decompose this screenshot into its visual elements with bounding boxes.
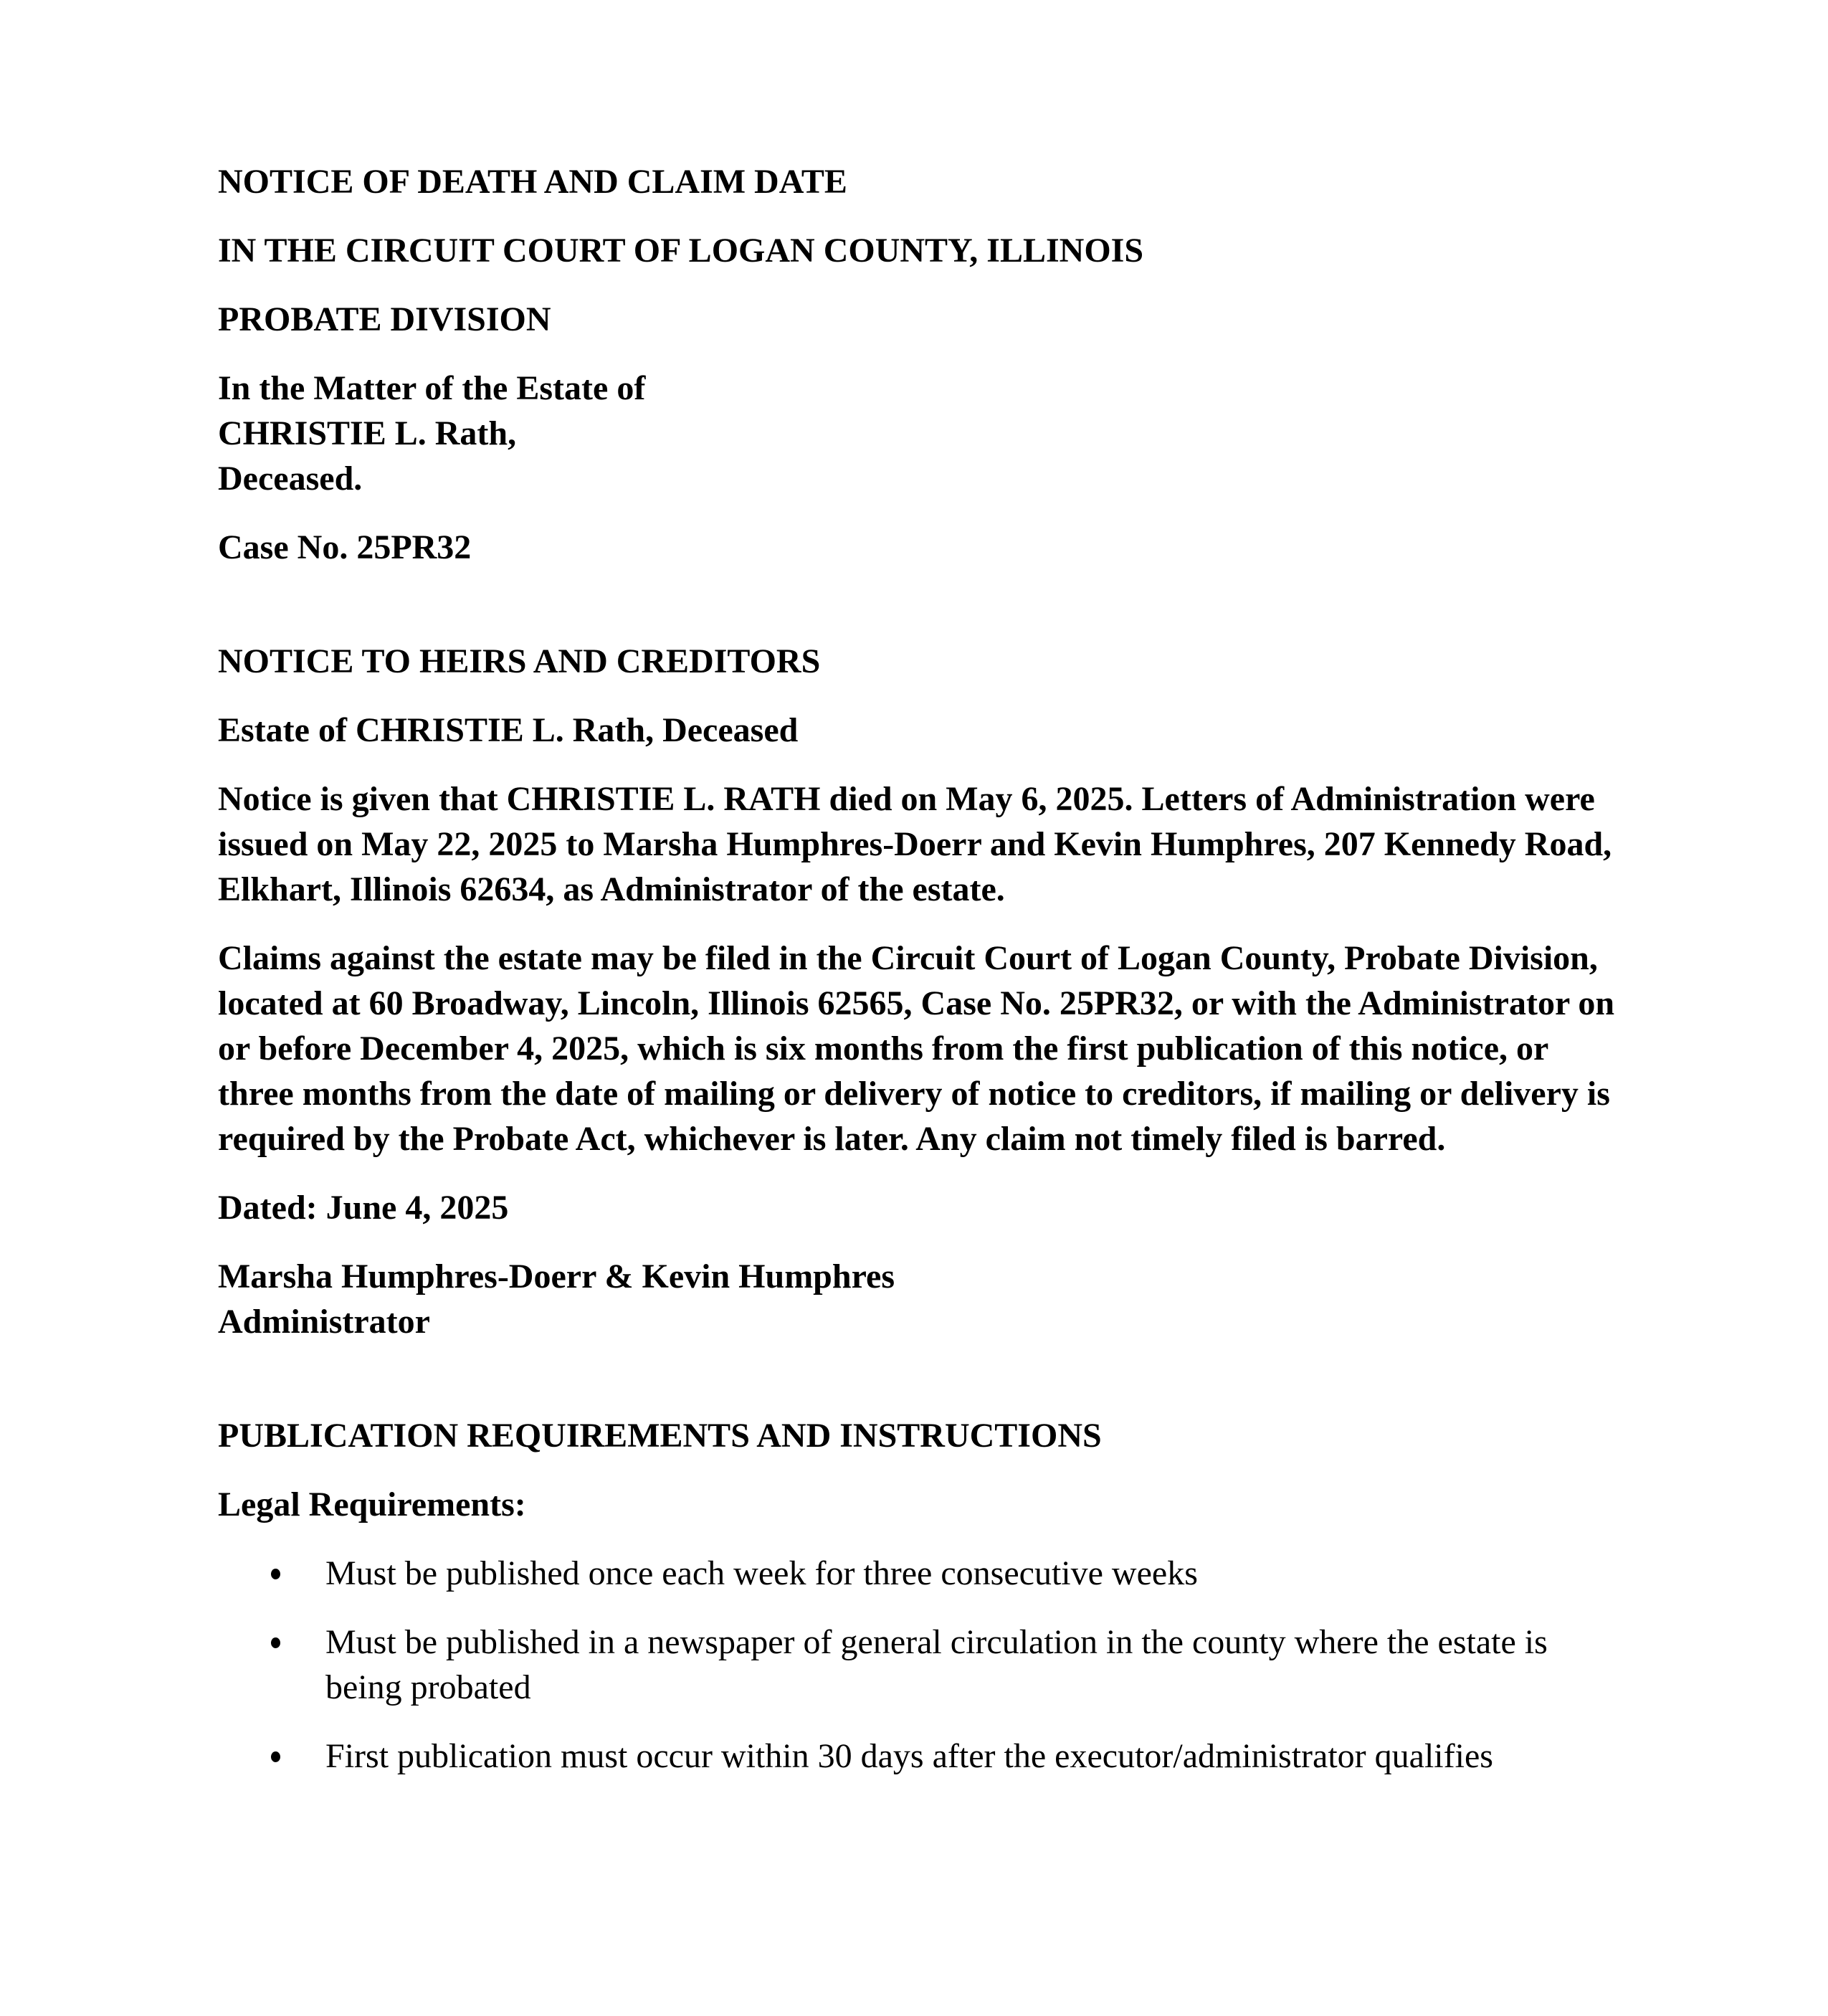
legal-requirements-label: Legal Requirements: [218, 1485, 526, 1523]
requirement-item [218, 1734, 1623, 1779]
bullet-icon [271, 1569, 280, 1579]
dated-line: Dated: June 4, 2025 [218, 1189, 509, 1227]
notice-paragraph-2: Claims against the estate may be filed in the Circuit Court of Logan County, Probate Division, located at 60 Broadway, Lincoln, Illinois 62565, Case No. 25PR32, or with the Administrator on or before December 4, 2025, which is six months from the first publication of this notice, or three months from the date of mailing or delivery of notice to creditors, if mailing or delivery is required by the Probate Act, whichever is later. Any claim not timely filed is barred. [218, 939, 1615, 1158]
requirement-text: First publication must occur within 30 days after the executor/administrator qualifies [325, 1737, 1493, 1775]
publication-heading: PUBLICATION REQUIREMENTS AND INSTRUCTIONS [218, 1417, 1102, 1455]
document-page [218, 159, 1623, 1802]
division-name: PROBATE DIVISION [218, 300, 551, 338]
bullet-icon [271, 1637, 280, 1648]
requirements-list [218, 1551, 1623, 1779]
caption-line-1: In the Matter of the Estate of [218, 369, 646, 407]
bullet-icon [271, 1751, 280, 1762]
notice-heading: NOTICE TO HEIRS AND CREDITORS [218, 642, 821, 680]
case-caption [218, 366, 1623, 501]
signatory-role: Administrator [218, 1303, 430, 1341]
requirement-item [218, 1620, 1623, 1710]
document-title: NOTICE OF DEATH AND CLAIM DATE [218, 163, 847, 201]
estate-line: Estate of CHRISTIE L. Rath, Deceased [218, 711, 799, 749]
signatory-names: Marsha Humphres-Doerr & Kevin Humphres [218, 1257, 895, 1295]
caption-line-3: Deceased. [218, 460, 363, 498]
caption-line-2: CHRISTIE L. Rath, [218, 414, 517, 452]
court-name: IN THE CIRCUIT COURT OF LOGAN COUNTY, ILLINOIS [218, 232, 1144, 270]
requirement-text: Must be published in a newspaper of general circulation in the county where the estate is being probated [325, 1623, 1548, 1706]
requirement-item [218, 1551, 1623, 1596]
notice-paragraph-1: Notice is given that CHRISTIE L. RATH died on May 6, 2025. Letters of Administration were issued on May 22, 2025 to Marsha Humphres-Doerr and Kevin Humphres, 207 Kennedy Road, Elkhart, Illinois 62634, as Administrator of the estate. [218, 780, 1612, 908]
requirement-text: Must be published once each week for three consecutive weeks [325, 1554, 1198, 1592]
case-number: Case No. 25PR32 [218, 528, 472, 566]
signature-block [218, 1254, 1623, 1344]
